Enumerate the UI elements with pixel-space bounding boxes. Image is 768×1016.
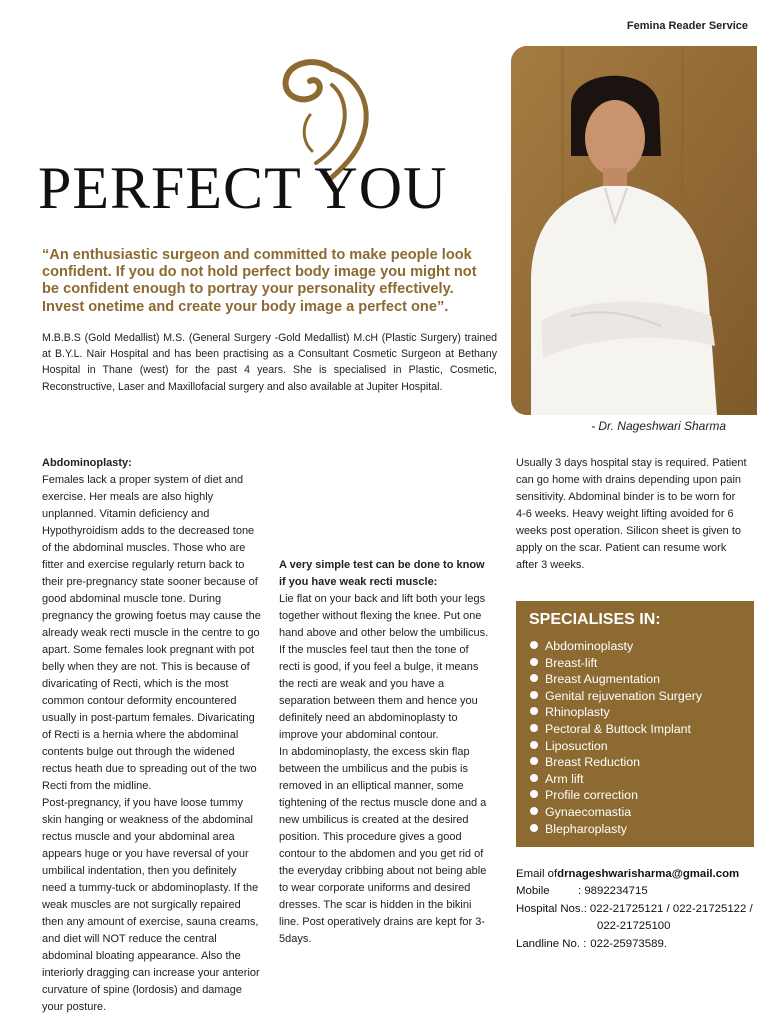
bullet-icon [530,757,538,765]
photo-caption: - Dr. Nageshwari Sharma [591,419,726,433]
list-item: Abdominoplasty [530,638,702,655]
landline-label: Landline No. : [516,937,587,950]
bullet-icon [530,824,538,832]
list-item: Breast-lift [530,655,702,672]
email-label: Email of [516,868,558,880]
hospital-numbers-2: 022-21725100 [597,920,671,933]
bullet-icon [530,774,538,782]
bullet-icon [530,691,538,699]
bullet-icon [530,741,538,749]
article-column-2 [279,455,491,948]
list-item: Profile correction [530,787,702,804]
section-tag: Femina Reader Service [626,20,748,32]
email-address[interactable]: drnageshwarisharma@gmail.com [557,868,740,880]
landline-row [516,936,756,953]
section-heading: A very simple test can be done to know if you have weak recti muscle: [279,559,485,588]
mobile-number: : 9892234715 [578,885,648,898]
hospital-numbers: 022-21725121 / 022-21725122 / [589,902,753,915]
article-paragraph: Post-pregnancy, if you have loose tummy skin hanging or weakness of the abdominal rectus muscle and your abdominal area appears huge or you have reversal of your umbilical indentation, then you definitely need a tummy-tuck or abdominoplasty. If the weak muscles are not surgically repaired then any amount of exercise, sauna creams, and diet will NOT reduce the central abdominal bloating appearance. Also the interiorly dragging can increase your anterior curvature of spine (lordosis) and damage your posture. [42,797,260,1013]
specialises-title: SPECIALISES IN: [529,611,661,628]
contact-block [516,866,756,953]
landline-number: 022-25973589. [590,937,667,950]
mobile-row [516,883,756,900]
mobile-label: Mobile [516,885,550,898]
article-paragraph: Females lack a proper system of diet and exercise. Her meals are also highly unplanned. Vitamin deficiency and Hypothyroidism adds to the decreased tone of the abdominal muscles. Those who are fitter and exercise regularly return back to their pre-pregnancy state sooner because of good abdominal muscle tone. During pregnancy the growing foetus may cause the already weak recti muscle in the centre to go apart. Some females look pregnant with pot belly when they are not. This is because of divaricating of Recti, which is the most common contour deformity encountered usually in post-partum females. Divaricating of Recti is a hernia where the abdominal contents bulge out through the widened rectus heath due to spreading out of the two Recti from the midline. [42,474,261,792]
list-item: Arm lift [530,771,702,788]
section-heading: Abdominoplasty: [42,457,132,469]
list-item: Blepharoplasty [530,821,702,838]
article-column-1 [42,455,262,1016]
bullet-icon [530,707,538,715]
bullet-icon [530,641,538,649]
doctor-portrait-illustration [511,46,757,415]
article-paragraph: In abdominoplasty, the excess skin flap between the umbilicus and the pubis is removed in an elliptical manner, some tightening of the rectus muscle done and a new umbilicus is created at the desired position. This procedure gives a good contour to the abdomen and you get rid of the everyday cribbing about not being able to wear corporate uniforms and desired dresses. The scar is hidden in the bikini line. Post operatively drains are kept for 3-5days. [279,746,487,945]
specialises-list [530,638,702,837]
specialises-box [516,601,754,847]
list-item: Breast Reduction [530,754,702,771]
hospital-label: Hospital Nos.: [516,902,587,915]
bullet-icon [530,724,538,732]
bullet-icon [530,790,538,798]
hospital-row-2 [516,918,756,935]
article-paragraph: Lie flat on your back and lift both your legs together without flexing the knee. Put one hand above and other below the umbilicus. If the muscles feel taut then the tone of recti is good, if you feel a bulge, it means the recti are weak and you have a separation between them and hence you definitely need an abdominoplasty to improve your abdominal contour. [279,593,489,741]
page-title: PERFECT YOU [38,155,448,221]
list-item: Breast Augmentation [530,671,702,688]
article-paragraph: Usually 3 days hospital stay is required. Patient can go home with drains depending upon pain sensitivity. Abdominal binder is to be worn for 4-6 weeks. Heavy weight lifting avoided for 6 weeks post operation. Silicon sheet is given to apply on the scar. Patient can resume work after 3 weeks. [516,457,747,571]
intro-quote: “An enthusiastic surgeon and committed to make people look confident. If you do not hold perfect body image you might not be confident enough to portray your personality effectively. Invest onetime and create your body image a perfect one”. [42,247,477,315]
article-column-3 [516,455,748,574]
list-item: Pectoral & Buttock Implant [530,721,702,738]
list-item: Genital rejuvenation Surgery [530,688,702,705]
bullet-icon [530,658,538,666]
list-item: Liposuction [530,738,702,755]
list-item: Gynaecomastia [530,804,702,821]
doctor-bio: M.B.B.S (Gold Medallist) M.S. (General Surgery -Gold Medallist) M.cH (Plastic Surgery) trained at B.Y.L. Nair Hospital and has been practising as a Consultant Cosmetic Surgeon at Bethany Hospital in Thane (west) for the past 4 years. She is specialised in Plastic, Cosmetic, Reconstructive, Laser and Maxillofacial surgery and also available at Jupiter Hospital. [42,332,497,393]
bullet-icon [530,674,538,682]
doctor-photo [511,46,757,415]
email-row [516,866,756,883]
hospital-row [516,901,756,918]
list-item: Rhinoplasty [530,704,702,721]
bullet-icon [530,807,538,815]
